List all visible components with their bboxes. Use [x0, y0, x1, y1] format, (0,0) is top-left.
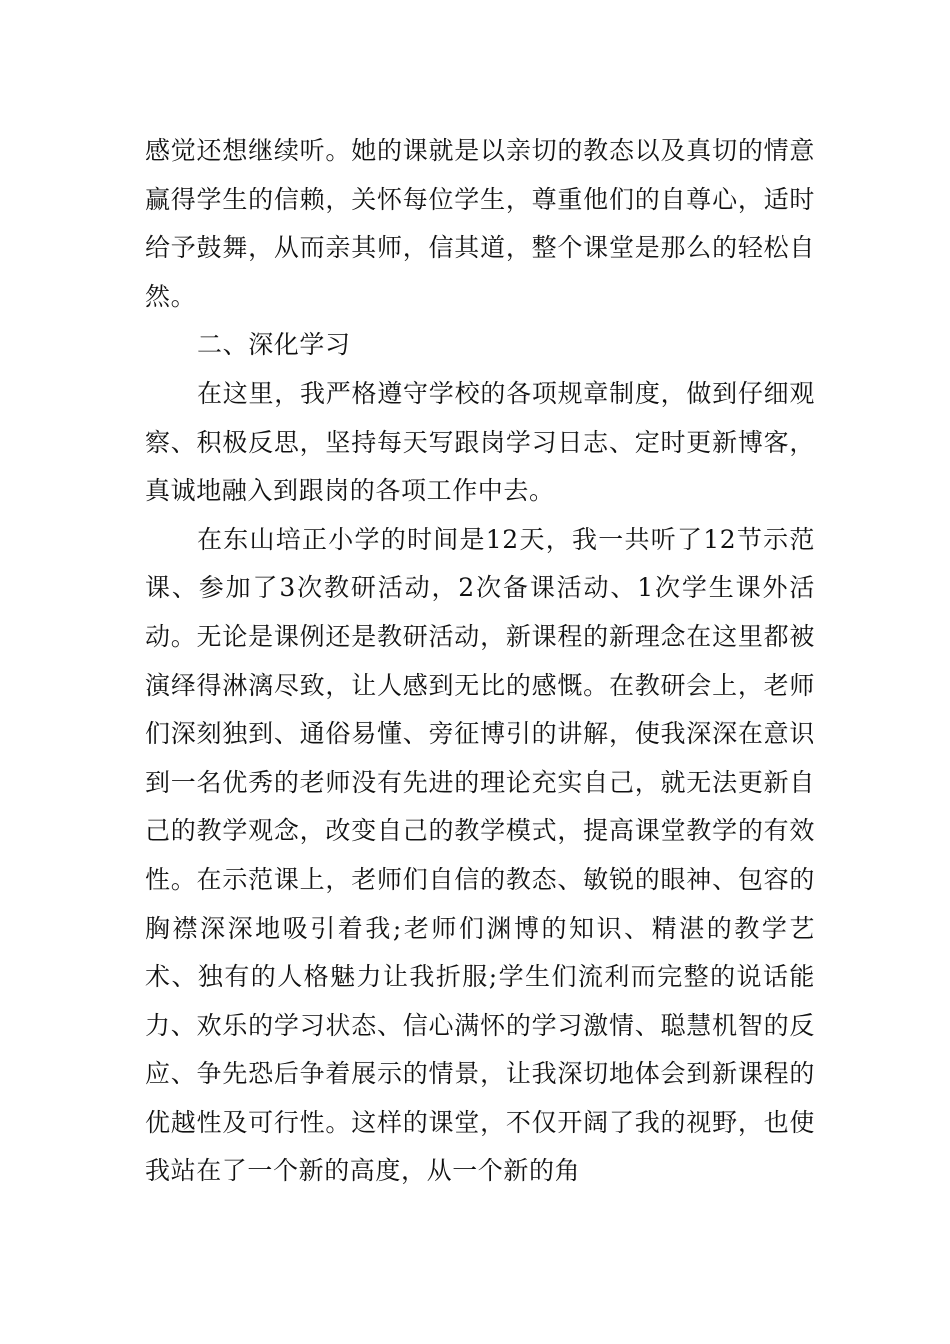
paragraph: 在东山培正小学的时间是12天，我一共听了12节示范课、参加了3次教研活动，2次备课活动、1次学生课外活动。无论是课例还是教研活动，新课程的新理念在这里都被演绎得淋漓尽致，让人感到无比的感慨。在教研会上，老师们深刻独到、通俗易懂、旁征博引的讲解，使我深深在意识到一名优秀的老师没有先进的理论充实自己，就无法更新自己的教学观念，改变自己的教学模式，提高课堂教学的有效性。在示范课上，老师们自信的教态、敏锐的眼神、包容的胸襟深深地吸引着我;老师们渊博的知识、精湛的教学艺术、独有的人格魅力让我折服;学生们流利而完整的说话能力、欢乐的学习状态、信心满怀的学习激情、聪慧机智的反应、争先恐后争着展示的情景，让我深切地体会到新课程的优越性及可行性。这样的课堂，不仅开阔了我的视野，也使我站在了一个新的高度，从一个新的角	[145, 524, 815, 1186]
section-heading: 二、深化学习	[197, 330, 351, 360]
document-body	[145, 127, 815, 1196]
paragraph: 在这里，我严格遵守学校的各项规章制度，做到仔细观察、积极反思，坚持每天写跟岗学习日志、定时更新博客，真诚地融入到跟岗的各项工作中去。	[145, 378, 815, 506]
paragraph-continuation: 感觉还想继续听。她的课就是以亲切的教态以及真切的情意赢得学生的信赖，关怀每位学生，尊重他们的自尊心，适时给予鼓舞，从而亲其师，信其道，整个课堂是那么的轻松自然。	[145, 136, 815, 311]
